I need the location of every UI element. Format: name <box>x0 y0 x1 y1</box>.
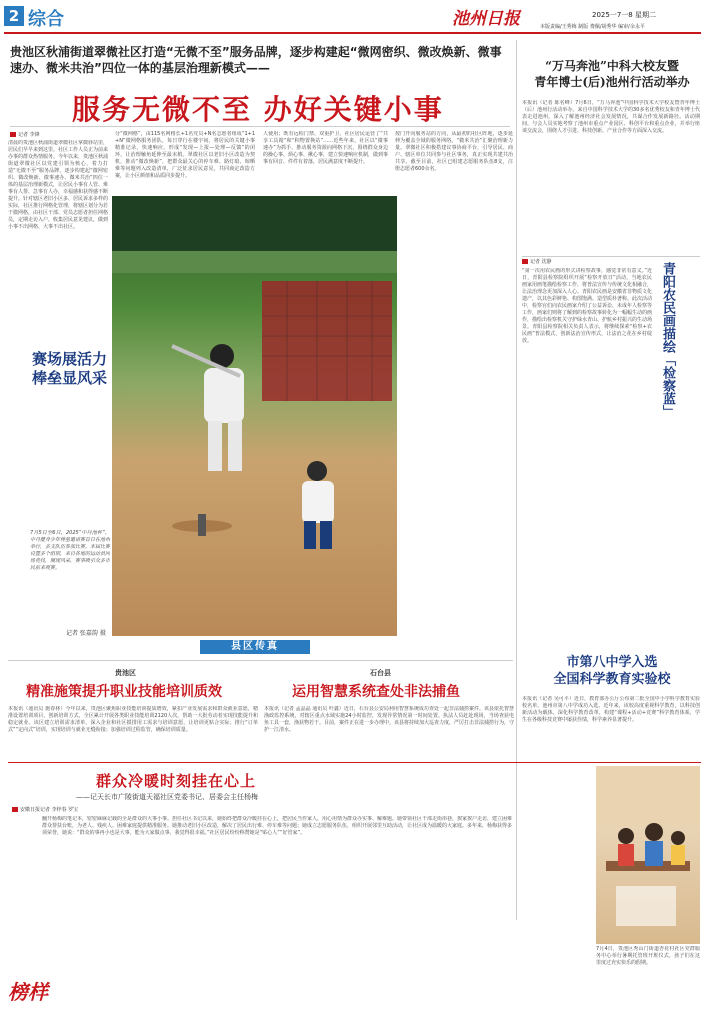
kids-scene <box>596 766 700 944</box>
lead-headline: 服务无微不至 办好关键小事 <box>72 93 444 126</box>
photo-caption-title-line2: 棒垒显风采 <box>32 369 108 387</box>
lead-column-2: 分“微网格”，由115名网格长+1名党员+N名志愿者组成“1+1+N”微网格服务团队，每日穿行在楼宇间，将居民的关键小事精准记录、快速响应。形成“发现—上报—处理—反馈”的闭环，让治理触角延伸至最末梢。翠微社区以老旧小区改造为契机，推动“微改焕新”，把群众最关心的停车难、路灯暗、晾晒难等问题列入改造清单，广泛征求居民意见，共同商定改造方案，让小区颜值和品质同步提升。 <box>115 131 255 179</box>
editors-line: 本版责编/王秀梅 制版 费佩/胡秀华 编审/余永平 <box>540 24 645 30</box>
photo-caption-body: 7月5日至6日，2025“中丹池杯”，中丹健身少年棒垒邀请赛首日在池州举行，多支队伍参加比赛。本届比赛设置多个组别，来自各地的运动员同场竞技，展现风采，赛事吸引众多市民前来观赛。 <box>30 530 110 571</box>
kids-photo <box>596 766 700 944</box>
shitai-headline: 运用智慧系统查处非法捕鱼 <box>292 684 460 700</box>
photo-caption-title-line1: 赛场展活力 <box>32 350 108 368</box>
vertical-title-line2: 农民画描绘 <box>660 288 675 353</box>
photo-caption-title <box>32 350 107 388</box>
masthead-logo: 池州日报 <box>452 9 520 29</box>
right-top-divider <box>522 256 700 257</box>
vertical-title <box>660 262 675 418</box>
lead-column-3: 人使用；既有远程门禁、双重护卫、社区居民运营了“共享工具箱”和“积物置换站”……近些年来，社区以“微事速办”为抓手，推动服务资源向网格下沉，围绕群众身边的操心事、烦心事、揪心事，建立快速响应机制，做到事事有回音、件件有着落，居民满意度不断提升。 <box>263 131 388 165</box>
right-column-rule <box>516 40 517 920</box>
right-top-body: 本报讯（记者 陈名峰）7月6日，“万马奔池”中国科学技术大学校友暨青年博士（后）池州行活动举办。来自中国科学技术大学的30多名优秀校友和青年博士代表走进池州，深入了解池州经济社会发展情况，共谋合作发展新路径。活动期间，与会人员实地考察了池州市重点产业园区、科创平台和重点企业，并举行座谈交流会，围绕人才引进、科技创新、产业合作等方面深入交流。 <box>522 100 700 134</box>
lead-column-1: 清晨的贵池区秋浦街道翠微社区掌微驿站里，居民们早早来到这里。社区工作人员正为前来办事的群众热情服务。今年以来，贵池区秋浦街道翠微社区以党建引领为核心，着力打造“无微不至”服务品牌，逐步构建起“微网密织、微改焕新、微事速办、微米共治”四位一体的基层治理新模式，让居民小事有人管、难事有人帮、急事有人办，幸福感和获得感不断提升。针对辖区老旧小区多、居民诉求多样的实际，社区推行网格化管理，将辖区划分为若干微网格，由社区干部、党员志愿者担任网格员，定期走访入户，收集居民意见建议，做到小事不出网格、大事不出社区。 <box>8 140 108 230</box>
lead-column-5: 按门开向服务站的方向，从最初的社区阵地，逐步延伸为覆盖全域的服务网络。“微米共治”汇聚治理新力量。翠微社区积极搭建议事协商平台，引导居民、商户、辖区单位共同参与社区事务，真正实现共建共治共享。截至目前，社区已组建志愿服务队伍8支，注册志愿者600余名。 <box>395 131 513 172</box>
section-title: 综合 <box>28 9 64 30</box>
vertical-title-line1: 青阳 <box>660 262 675 288</box>
kids-photo-caption: 7月4日，贵池区秀山门街道杏花村社区党群服务中心举行暑期托管班开班仪式，孩子们在这里度过充实快乐的假期。 <box>596 946 700 966</box>
bottom-tag: 榜样 <box>8 980 48 1004</box>
right-top-headline-line2: 青年博士(后)池州行活动举办 <box>534 75 690 89</box>
right-mid-body: “第一次用农民画的形式讲检察故事，感觉非常有意义。”近日，青阳县检察院组织开展“检察开放日”活动，当地农民画家用画笔描绘检察工作，将普法宣传与传统文化相融合，让法治理念更加深入人心。青阳农民画是安徽省非物质文化遗产，以其色彩鲜艳、构图饱满、造型质朴著称。此次活动中，检察官们向农民画家介绍了公益诉讼、未成年人检察等工作，画家们则将了解到的检察故事转化为一幅幅生动的画作，描绘出检察机关守护绿水青山、护航乡村振兴的生动场景。青阳县检察院相关负责人表示，将继续探索“检察+农民画”普法模式，创新法治宣传形式，让法治之花在乡村绽放。 <box>522 268 652 344</box>
page-number: 2 <box>4 6 24 26</box>
bottom-rule <box>8 762 701 763</box>
bayi-body: 本报讯（记者 吴可平）近日，教育部办公厅公布第二批全国中小学科学教育实验校名单，池州市第八中学成功入选。近年来，该校高度重视科学教育，以科技创新活动为载体，深化科学教育改革，构建“课程+活动+竞赛”科学教育体系，学生在各级科技竞赛中屡获佳绩，科学素养显著提升。 <box>522 696 700 723</box>
shitai-body: 本报讯（记者 孟晶晶 通讯员 叶鑫）近日，石台县公安局利用智慧系统成功查处一起非法捕捞案件。该县依托智慧渔政监控系统，对辖区重点水域实施24小时监控，发现异常情况第一时间处置。执法人员赶赴现场，当场查获电鱼工具一套，渔获物若干。目前，案件正在进一步办理中。该县将持续加大巡查力度，严厉打击非法捕捞行为，守护一江清水。 <box>264 706 514 733</box>
lead-kicker: 贵池区秋浦街道翠微社区打造“无微不至”服务品牌，逐步构建起“微网密织、微改焕新、微事速办、微米共治”四位一体的基层治理新模式—— <box>10 45 502 75</box>
guichi-region: 贵池区 <box>115 669 136 677</box>
bottom-body: 翻开杨梅的笔记本，密密麻麻记载的全是群众的大事小事。担任社区书记以来，她始终把群众冷暖挂在心上，把居民当作家人，用心用情为群众办实事、解难题。她带领社区干部走街串巷，挨家挨户走访，建立困难群众帮扶台账，为老人、残疾人、困难家庭提供精准服务。她推动老旧小区改造，解决了居民出行难、停车难等问题；她成立志愿服务队伍，组织开展邻里互助活动，让社区成为温暖的大家庭。多年来，杨梅获得多项荣誉，她说：“群众的事再小也是大事，能为大家做点事，我觉得很幸福。”社区居民纷纷称赞她是“贴心人”“好管家”。 <box>42 816 512 836</box>
date-line: 2025一7一8 星期二 <box>592 11 656 19</box>
guichi-body: 本报讯（通讯员 施春林）今年以来，贵池区聚焦职业技能培训提质增效，紧扣产业发展需求和群众就业意愿，精准设置培训项目，创新培训方式，全区累计开展各类职业技能培训2120人次，帮助一大批劳动者实现技能提升和稳定就业。该区建立培训需求清单，深入企业和社区摸排用工需求与培训意愿，让培训更贴合实际；推行“订单式”“定向式”培训，实现培训与就业无缝衔接；加强培训过程监管，确保培训质量。 <box>8 706 258 733</box>
bayi-headline-line1: 市第八中学入选 <box>566 655 658 670</box>
guichi-headline: 精准施策提升职业技能培训质效 <box>26 684 222 700</box>
bottom-byline: 安徽日报记者 李梓春 罗宝 <box>12 806 78 813</box>
baseball-photo <box>112 196 397 636</box>
lead-divider <box>10 126 510 127</box>
right-mid-byline: 记者 沈静 <box>522 258 552 265</box>
shitai-region: 石台县 <box>370 669 391 677</box>
bayi-headline <box>522 654 702 688</box>
county-banner: 县区传真 <box>200 640 310 654</box>
vertical-title-line3: 「检察蓝」 <box>660 353 675 418</box>
header-rule <box>4 32 701 34</box>
county-divider <box>8 660 513 661</box>
bottom-headline: 群众冷暖时刻挂在心上 <box>96 772 257 790</box>
bayi-headline-line2: 全国科学教育实验校 <box>553 672 671 687</box>
baseball-scene <box>112 196 397 636</box>
bottom-subhead: ——记天长市广陵街道天福社区党委书记、居委会主任杨梅 <box>76 793 258 801</box>
right-top-headline-line1: “万马奔池”中科大校友暨 <box>545 59 679 73</box>
right-top-headline <box>522 58 702 90</box>
lead-byline: 记者 李锋 <box>10 131 40 138</box>
photo-caption-credit: 记者 张嘉韵 摄 <box>66 630 106 637</box>
